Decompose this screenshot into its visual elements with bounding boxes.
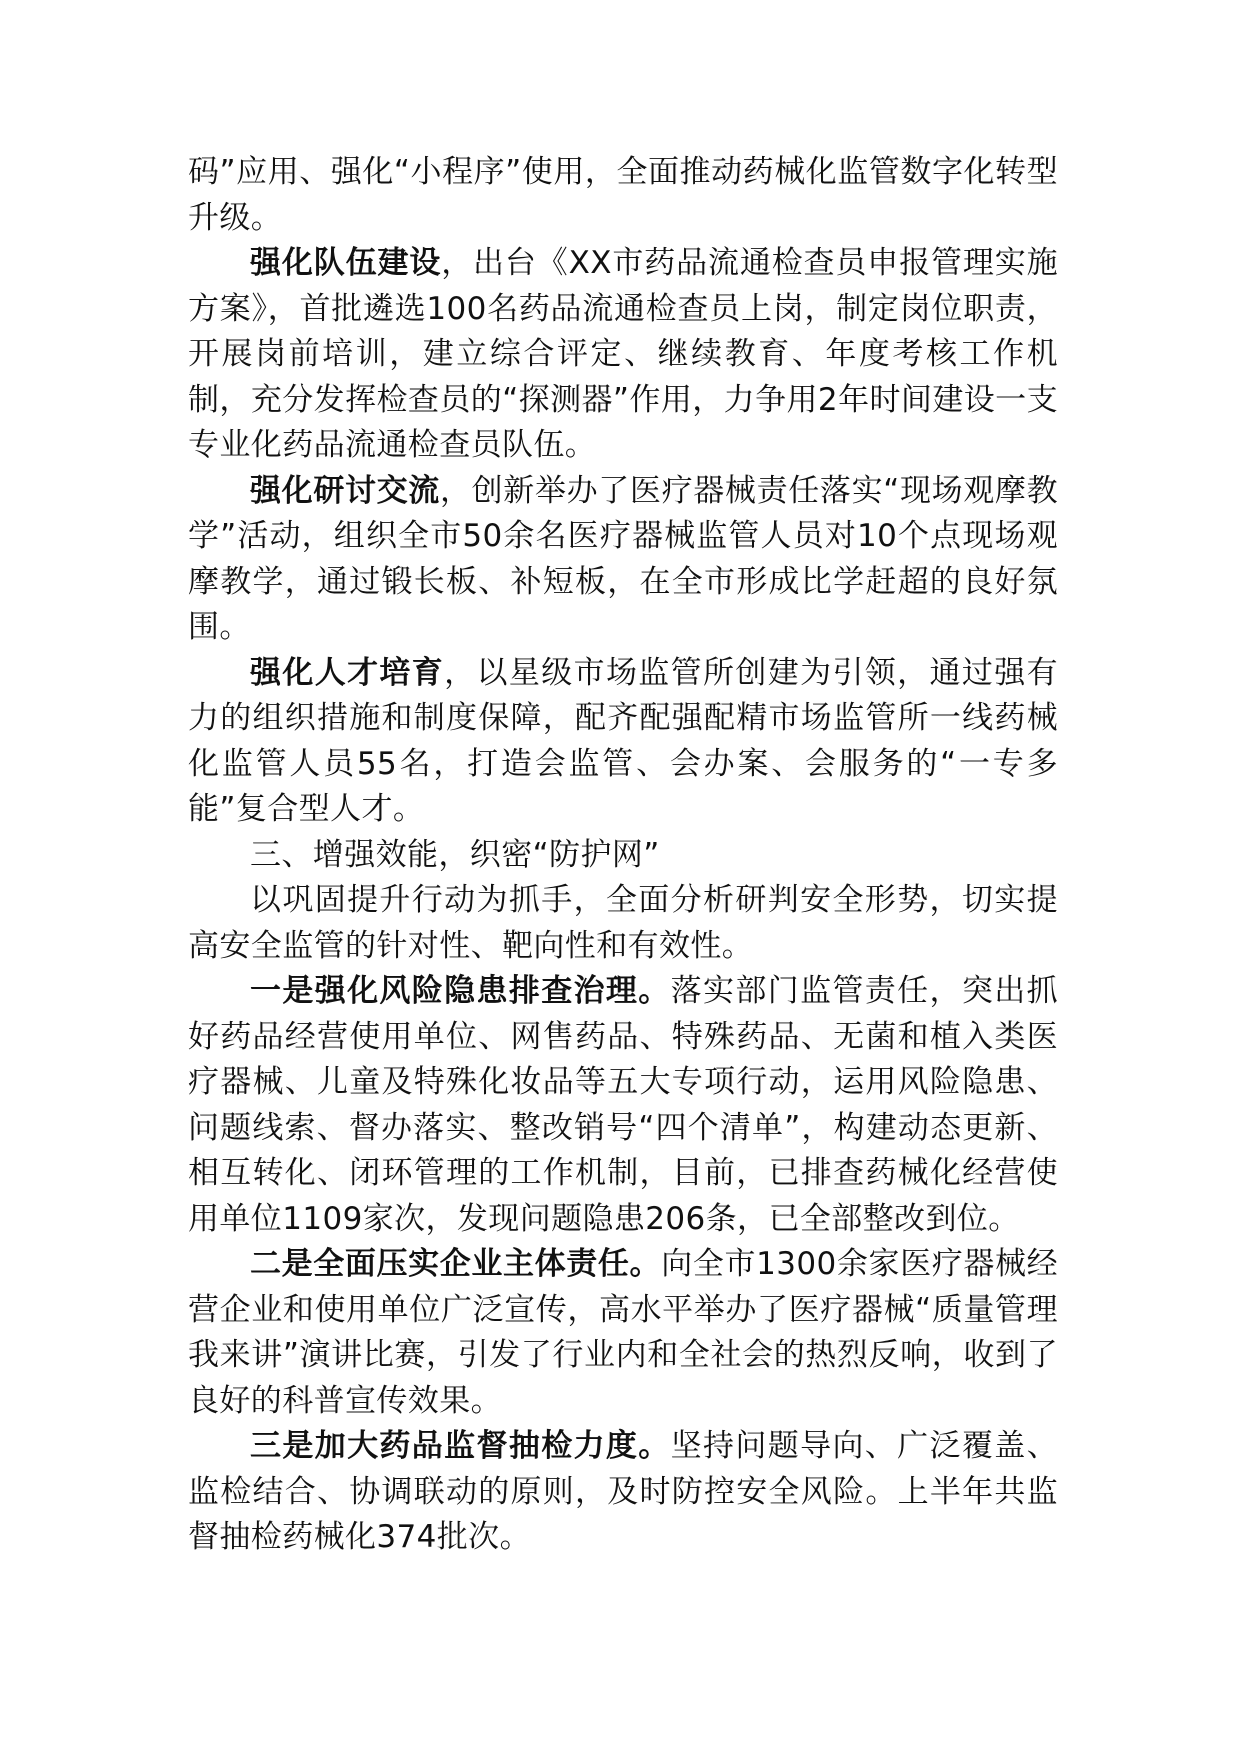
paragraph-text: 向全市1300余家医疗器械经营企业和使用单位广泛宣传，高水平举办了医疗器械“质量管理我来讲”演讲比赛，引发了行业内和全社会的热烈反响，收到了良好的科普宣传效果。 <box>188 1246 1058 1419</box>
paragraph-lead: 二是全面压实企业主体责任。 <box>250 1246 662 1282</box>
paragraph-talent <box>188 651 1058 833</box>
paragraph-lead: 强化研讨交流 <box>250 472 440 509</box>
paragraph-risk-screening <box>188 969 1058 1242</box>
paragraph-text: ，创新举办了医疗器械责任落实“现场观摩教学”活动，组织全市50余名医疗器械监管人员对10个点现场观摩教学，通过锻长板、补短板，在全市形成比学赶超的良好氛围。 <box>188 472 1058 645</box>
paragraph-text: ，出台《XX市药品流通检查员申报管理实施方案》，首批遴选100名药品流通检查员上岗，制定岗位职责，开展岗前培训，建立综合评定、继续教育、年度考核工作机制，充分发挥检查员的“探测器”作用，力争用2年时间建设一支专业化药品流通检查员队伍。 <box>188 245 1058 463</box>
paragraph-sampling-inspection <box>188 1424 1058 1561</box>
paragraph-section-intro <box>188 878 1058 969</box>
paragraph-enterprise-responsibility <box>188 1242 1058 1424</box>
document-page <box>188 150 1058 1561</box>
paragraph-continuation <box>188 150 1058 241</box>
paragraph-team-building <box>188 241 1058 469</box>
paragraph-lead: 强化队伍建设 <box>250 245 442 281</box>
paragraph-text: 落实部门监管责任，突出抓好药品经营使用单位、网售药品、特殊药品、无菌和植入类医疗器械、儿童及特殊化妆品等五大专项行动，运用风险隐患、问题线索、督办落实、整改销号“四个清单”，构建动态更新、相互转化、闭环管理的工作机制，目前，已排查药械化经营使用单位1109家次，发现问题隐患206条，已全部整改到位。 <box>188 973 1058 1237</box>
paragraph-text: 以巩固提升行动为抓手，全面分析研判安全形势，切实提高安全监管的针对性、靶向性和有效性。 <box>188 882 1058 964</box>
paragraph-lead: 三是加大药品监督抽检力度。 <box>250 1428 671 1464</box>
paragraph-text: ，以星级市场监管所创建为引领，通过强有力的组织措施和制度保障，配齐配强配精市场监管所一线药械化监管人员55名，打造会监管、会办案、会服务的“一专多能”复合型人才。 <box>188 654 1058 827</box>
paragraph-exchange <box>188 469 1058 651</box>
paragraph-lead: 一是强化风险隐患排查治理。 <box>250 973 671 1009</box>
section-heading-text: 三、增强效能，织密“防护网” <box>250 836 660 873</box>
section-heading <box>188 833 1058 879</box>
paragraph-lead: 强化人才培育 <box>250 654 445 691</box>
paragraph-text: 坚持问题导向、广泛覆盖、监检结合、协调联动的原则，及时防控安全风险。上半年共监督抽检药械化374批次。 <box>188 1428 1058 1555</box>
paragraph-text: 码”应用、强化“小程序”使用，全面推动药械化监管数字化转型升级。 <box>188 154 1058 236</box>
